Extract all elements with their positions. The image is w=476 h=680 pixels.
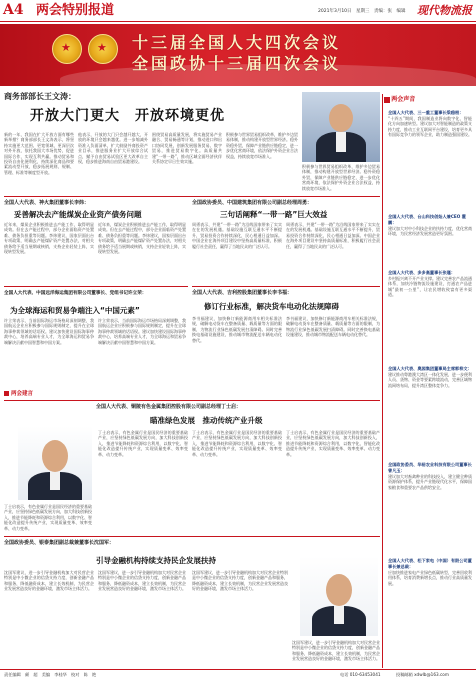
- article-kicker: 全国人大代表、神火集团董事长李炜：: [4, 200, 90, 206]
- page-header: [0, 0, 476, 22]
- section-title: 两会特别报道: [36, 3, 115, 18]
- article-body: 沈国军建议，进一步引导金融机构加大对民营企业特别是中小微企业的信贷支持力度，创新金融产品和服务，降低融资成本，建立长效机制，为民营企业发展营造良好的金融环境，激发市场主体活力。: [98, 570, 186, 592]
- lead-column-2: 他表示，开放的大门只会越开越大，开放的环境只会越来越优。进一步缩减外资准入负面清单，扩大鼓励外商投资产业目录，推进服务业扩大开放综合试点，赋予自由贸易试验区更大改革自主权，稳步推进海南自由贸易港建设。: [78, 132, 148, 165]
- article-kicker: 全国政协委员、中国建筑集团有限公司副总经理周勇：: [192, 200, 313, 206]
- divider: [4, 286, 188, 287]
- article-body: 丁士启表示，有色金属行业是国民经济的重要基础产业，应坚持绿色低碳发展方向，加大科技创新投入，推进节能降耗和资源综合利用，以数字化、智能化改造提升传统产业，实现质量变革、效率变革、动力变革。: [4, 504, 92, 531]
- section-chip: 两会建言: [4, 390, 33, 398]
- article-body: 李书福建议，加快修订新能源商用车相关标准法规，破解电动货车在整备质量、载质量等方面的限制，为物流行业绿色低碳发展扫清障碍。同时完善换电基础设施建设，推动城市物流配送车辆电动化替代。: [286, 316, 380, 338]
- sidebar-item: 全国人大代表、多多高董事长张瑾： 乡村振兴离不开产业支撑。建议完善农产品流通体系，加快冷链物流设施建设，打通农产品进城“最初一公里”，让农民增收致富有更多渠道。: [388, 270, 472, 298]
- sidebar-item: 全国人大代表、三一重工董事长梁稳根： “十四五”期间，我国制造业将向数字化、智能化方向加速转型。建议加大对智能制造的政策支持力度，推动工业互联网平台建设，培育更多具有国际竞争力的领军企业，助力制造强国建设。: [388, 110, 472, 138]
- lead-column-1: 新的一年，我国在扩大开放方面有哪些新举措？商务部部长王文涛表示，将坚持实施更大范围、更宽领域、更深层次对外开放，依托我国大市场优势，促进国际合作，实现互利共赢。推动贸易和投资自由化便利化，持续深化商品和要素流动型开放，稳步拓展规则、规制、管理、标准等制度型开放。: [4, 132, 74, 175]
- article-body: 沈国军建议，进一步引导金融机构加大对民营企业特别是中小微企业的信贷支持力度，创新金融产品和服务，降低融资成本，建立长效机制，为民营企业发展营造良好的金融环境，激发市场主体活力。: [192, 570, 288, 592]
- cppcc-emblem-icon: ★: [88, 34, 118, 64]
- delegate-photo: [18, 426, 92, 500]
- sidebar-header: 两会声音: [384, 94, 474, 106]
- newspaper-brand: 现代物流报: [417, 4, 472, 17]
- article-body: 近年来，煤炭企业积极推进去产能工作，取得明显成效。但在去产能过程中，部分企业面临资产处置难、债务负担重等问题。李炜建议，国家层面出台专项政策，明确去产能煤矿资产处置办法，对相关债务给予适当展期或核销，支持企业轻装上阵，实现转型发展。: [98, 222, 186, 255]
- lead-kicker: 商务部部长王文涛：: [4, 92, 76, 101]
- article-body: 许立荣表示，当前国际海运市场格局深刻调整，我国航运企业应积极参与国际规则制定，提升在全球海事仲裁领域的话语权。建议加快建设国际海事仲裁中心，培养高端专业人才，为全球海运和贸易争端解决贡献中国智慧和中国方案。: [4, 318, 94, 345]
- minister-photo: [302, 92, 380, 162]
- article-headline: 妥善解决去产能煤炭企业资产债务问题: [14, 210, 142, 219]
- article-body: 丁士启表示，有色金属行业是国民经济的重要基础产业，应坚持绿色低碳发展方向，加大科技创新投入，推进节能降耗和资源综合利用，以数字化、智能化改造提升传统产业，实现质量变革、效率变革、动力变革。: [286, 430, 380, 457]
- two-sessions-banner: [0, 24, 476, 86]
- national-emblem-icon: ★: [52, 34, 82, 64]
- article-kicker: 全国政协委员、银泰集团副总裁兼董事长沈国军：: [4, 540, 115, 546]
- banner-line-cppcc: 全国政协十三届四次会议: [132, 54, 342, 73]
- article-body: 许立荣表示，当前国际海运市场格局深刻调整，我国航运企业应积极参与国际规则制定，提升在全球海事仲裁领域的话语权。建议加快建设国际海事仲裁中心，培养高端专业人才，为全球海运和贸易争端解决贡献中国智慧和中国方案。: [98, 318, 186, 345]
- lead-column-3: 围绕贸易高质量发展，将实施贸易产业融合、贸易畅通等计划，推动进口和出口协同发展，创新发展服务贸易、数字贸易，推进贸易数字化。高质量共建“一带一路”，推动区域全面经济伙伴关系协定早日生效实施。: [152, 132, 222, 165]
- article-headline: 引导金融机构持续支持民企发展扶持: [96, 556, 216, 565]
- article-body: 周勇表示，共建“一带一路”为沿线国家带来了实实在在的发展机遇。基础设施互联互通水平不断提升，贸易投资合作持续深化，民心相通日益加深。中国企业在海外项目建设中坚持高质量标准，积极履行社会责任，赢得了当地民众的广泛认可。: [286, 222, 380, 249]
- sidebar-item: 全国人大代表、奥园集团董事局主席郭梓文： 建议推动粤港澳大湾区一体化发展，进一步便利人员、货物、资金等要素跨境流动，完善区域物流网络布局，提升湾区整体竞争力。: [388, 366, 472, 388]
- article-body: 李书福建议，加快修订新能源商用车相关标准法规，破解电动货车在整备质量、载质量等方面的限制，为物流行业绿色低碳发展扫清障碍。同时完善换电基础设施建设，推动城市物流配送车辆电动化替代。: [192, 316, 282, 343]
- banner-line-npc: 十三届全国人大四次会议: [132, 33, 342, 52]
- article-body: 近年来，煤炭企业积极推进去产能工作，取得明显成效。但在去产能过程中，部分企业面临资产处置难、债务负担重等问题。李炜建议，国家层面出台专项政策，明确去产能煤矿资产处置办法，对相关债务给予适当展期或核销，支持企业轻装上阵，实现转型发展。: [4, 222, 94, 255]
- article-headline: 三句话阐释“一带一路”巨大效益: [220, 210, 328, 219]
- sidebar-item: 全国人大代表、松下家电（中国）有限公司董事长兼总裁： 应加快推进家电产业绿色低碳转型，完善回收利用体系，培育消费新增长点，推动行业高质量发展。: [388, 558, 472, 586]
- divider: [4, 196, 380, 197]
- article-body: 沈国军建议，进一步引导金融机构加大对民营企业特别是中小微企业的信贷支持力度，创新金融产品和服务，降低融资成本，建立长效机制，为民营企业发展营造良好的金融环境，激发市场主体活力。: [4, 570, 94, 592]
- article-body: 沈国军建议，进一步引导金融机构加大对民营企业特别是中小微企业的信贷支持力度，创新金融产品和服务，降低融资成本，建立长效机制，为民营企业发展营造良好的金融环境，激发市场主体活力。: [292, 640, 380, 662]
- delegate-photo: [300, 556, 378, 636]
- divider: [4, 400, 380, 401]
- page-number: A4: [3, 2, 24, 18]
- article-body: 周勇表示，共建“一带一路”为沿线国家带来了实实在在的发展机遇。基础设施互联互通水平不断提升，贸易投资合作持续深化，民心相通日益加深。中国企业在海外项目建设中坚持高质量标准，积极履行社会责任，赢得了当地民众的广泛认可。: [192, 222, 282, 249]
- footer-phone: 电话 010-63453041: [340, 672, 381, 677]
- lead-headline: 开放大门更大 开放环境更优: [30, 108, 225, 124]
- article-headline: 为全球海运和贸易争端注入“中国元素”: [10, 306, 140, 315]
- footer-editors: 责任编辑 颜 超 美编 李桂华 校对 陈 艳: [4, 672, 97, 677]
- date-line: 2021年3月10日 星期三 责编：张 编辑: [318, 9, 406, 14]
- article-headline: 修订行业标准，解决货车电动化法规障碍: [204, 302, 339, 311]
- article-headline: 瞄准绿色发展 推动传统产业升级: [150, 416, 263, 425]
- sidebar-rule: [382, 94, 383, 668]
- article-kicker: 全国人大代表、铜陵有色金属集团控股有限公司副总经理丁士启：: [96, 404, 242, 410]
- lead-column-5: 积极参与世界贸易组织改革，维护多边贸易体制，推动构建开放型世界经济。稳外资稳外贸，保障产业链供应链稳定，进一步优化营商环境，依法保护外资企业合法权益，持续放宽市场准入。: [302, 164, 380, 191]
- article-body: 丁士启表示，有色金属行业是国民经济的重要基础产业，应坚持绿色低碳发展方向，加大科技创新投入，推进节能降耗和资源综合利用，以数字化、智能化改造提升传统产业，实现质量变革、效率变革、动力变革。: [98, 430, 188, 457]
- lead-column-4: 积极参与世界贸易组织改革，维护多边贸易体制，推动构建开放型世界经济。稳外资稳外贸，保障产业链供应链稳定，进一步优化营商环境，依法保护外资企业合法权益，持续放宽市场准入。: [226, 132, 298, 159]
- sidebar-item: 全国人大代表、台山科技创始人兼CEO 霍鹏： 建议加大对中小科技企业的扶持力度，优化营商环境，为民营经济发展营造更好氛围。: [388, 214, 472, 237]
- divider: [4, 536, 380, 537]
- article-kicker: 全国人大代表、中国远洋海运集团有限公司董事长、党组书记许立荣：: [4, 291, 147, 296]
- article-kicker: 全国人大代表、吉利控股集团董事长李书福：: [192, 290, 293, 296]
- square-bullet-icon: [4, 391, 9, 396]
- divider: [192, 286, 380, 287]
- article-body: 丁士启表示，有色金属行业是国民经济的重要基础产业，应坚持绿色低碳发展方向，加大科技创新投入，推进节能降耗和资源综合利用，以数字化、智能化改造提升传统产业，实现质量变革、效率变革、动力变革。: [192, 430, 282, 457]
- footer-email: 投稿邮箱 xdwlb@163.com: [396, 672, 449, 677]
- page-footer: [0, 669, 476, 680]
- sidebar-item: 全国政协委员、华裕农业科技有限公司董事长曾凡玉： 建议加大对畜禽种业的科技投入，建立健全种质资源保护体系，提升产业链现代化水平，保障国家粮食和重要农产品供给安全。: [388, 462, 472, 490]
- square-bullet-icon: [384, 97, 390, 103]
